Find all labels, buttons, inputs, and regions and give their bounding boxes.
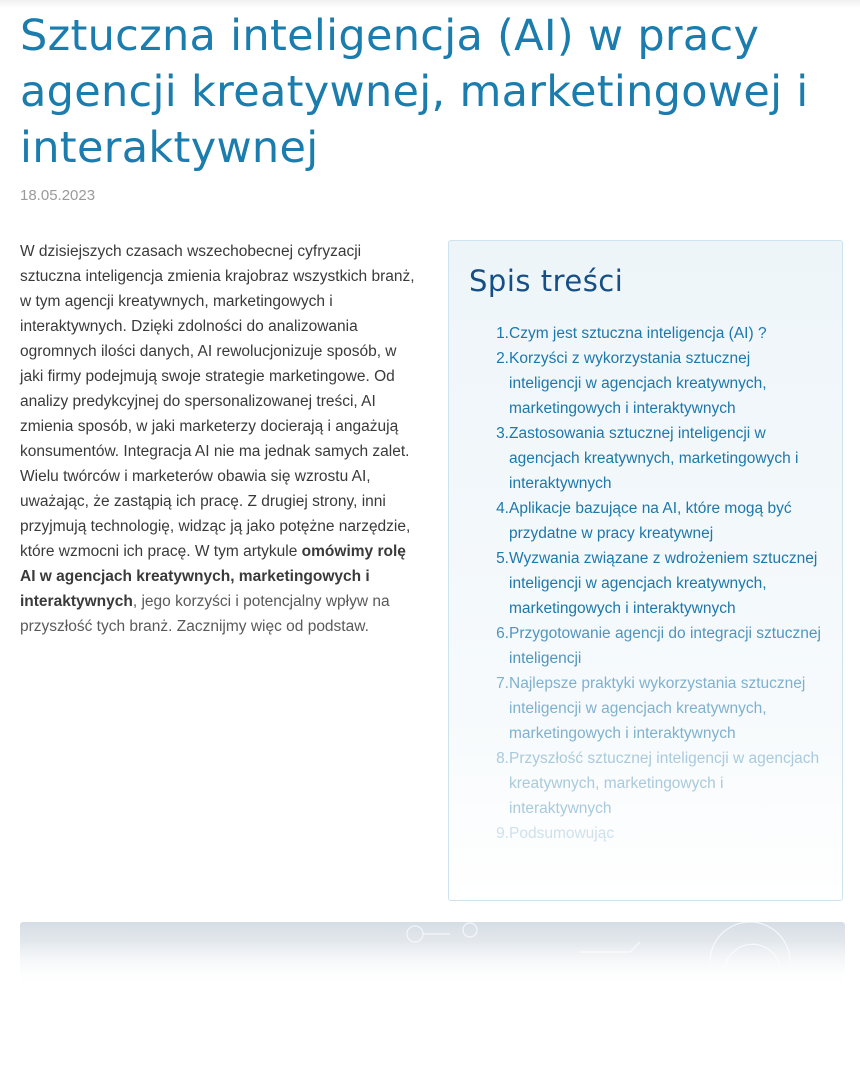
toc-item-5[interactable] bbox=[469, 546, 824, 621]
intro-text-bold: omówimy rolę AI w agencjach kreatywnych, marketingowych i interaktywnych bbox=[20, 543, 406, 610]
toc-item-number: 3. bbox=[496, 425, 509, 442]
toc-item-link[interactable]: Wyzwania związane z wdrożeniem sztucznej inteligencji w agencjach kreatywnych, marketingowych i interaktywnych bbox=[509, 550, 818, 617]
intro-text-start: W dzisiejszych czasach wszechobecnej cyfryzacji sztuczna inteligencja zmienia krajobraz wszystkich branż, w tym agencji kreatywnych, marketingowych i interaktywnych. Dzięki zdolności do analizowania ogromnych ilości danych, AI rewolucjonizuje sposób, w jaki firmy podejmują swoje strategie marketingowe. Od analizy predykcyjnej do spersonalizowanej treści, AI zmienia sposób, w jaki marketerzy docierają i angażują konsumentów. Integracja AI nie ma jednak samych zalet. Wielu twórców i marketerów obawia się wzrostu AI, uważając, że zastąpią ich pracę. Z drugiej strony, inni przyjmują technologię, widząc ją jako potężne narzędzie, które wzmocni ich pracę. W tym artykule bbox=[20, 243, 415, 560]
toc-item-link[interactable]: Przyszłość sztucznej inteligencji w agencjach kreatywnych, marketingowych i interaktywnych bbox=[509, 750, 820, 817]
hero-fade-overlay bbox=[20, 922, 845, 987]
intro-text-end: , jego korzyści i potencjalny wpływ na przyszłość tych branż. Zacznijmy więc od podstaw. bbox=[20, 593, 390, 635]
toc-list bbox=[469, 321, 824, 846]
toc-item-number: 5. bbox=[496, 550, 509, 567]
toc-item-6[interactable] bbox=[469, 621, 824, 671]
toc-item-1[interactable] bbox=[469, 321, 824, 346]
toc-title: Spis treści bbox=[469, 264, 624, 298]
toc-item-link[interactable]: Czym jest sztuczna inteligencja (AI) ? bbox=[509, 325, 767, 342]
toc-item-number: 4. bbox=[496, 500, 509, 517]
toc-item-2[interactable] bbox=[469, 346, 824, 421]
toc-item-8[interactable] bbox=[469, 746, 824, 821]
table-of-contents bbox=[448, 240, 843, 901]
toc-item-number: 8. bbox=[496, 750, 509, 767]
toc-item-3[interactable] bbox=[469, 421, 824, 496]
toc-item-4[interactable] bbox=[469, 496, 824, 546]
toc-item-link[interactable]: Zastosowania sztucznej inteligencji w agencjach kreatywnych, marketingowych i interaktywnych bbox=[509, 425, 799, 492]
toc-item-link[interactable]: Przygotowanie agencji do integracji sztucznej inteligencji bbox=[509, 625, 821, 667]
toc-item-number: 9. bbox=[496, 825, 509, 842]
toc-item-number: 1. bbox=[496, 325, 509, 342]
toc-item-9[interactable] bbox=[469, 821, 824, 846]
toc-item-link[interactable]: Najlepsze praktyki wykorzystania sztucznej inteligencji w agencjach kreatywnych, marketingowych i interaktywnych bbox=[509, 675, 806, 742]
toc-item-number: 2. bbox=[496, 350, 509, 367]
toc-item-link[interactable]: Korzyści z wykorzystania sztucznej inteligencji w agencjach kreatywnych, marketingowych i interaktywnych bbox=[509, 350, 767, 417]
toc-item-number: 7. bbox=[496, 675, 509, 692]
article-intro bbox=[20, 239, 420, 639]
article-title: Sztuczna inteligencja (AI) w pracy agencji kreatywnej, marketingowej i interaktywnej bbox=[20, 11, 809, 173]
toc-item-number: 6. bbox=[496, 625, 509, 642]
header-shadow bbox=[0, 0, 860, 8]
article-date: 18.05.2023 bbox=[20, 187, 96, 204]
toc-item-7[interactable] bbox=[469, 671, 824, 746]
toc-item-link[interactable]: Podsumowując bbox=[509, 825, 615, 842]
article-hero-image bbox=[20, 922, 845, 987]
toc-item-link[interactable]: Aplikacje bazujące na AI, które mogą być przydatne w pracy kreatywnej bbox=[509, 500, 792, 542]
